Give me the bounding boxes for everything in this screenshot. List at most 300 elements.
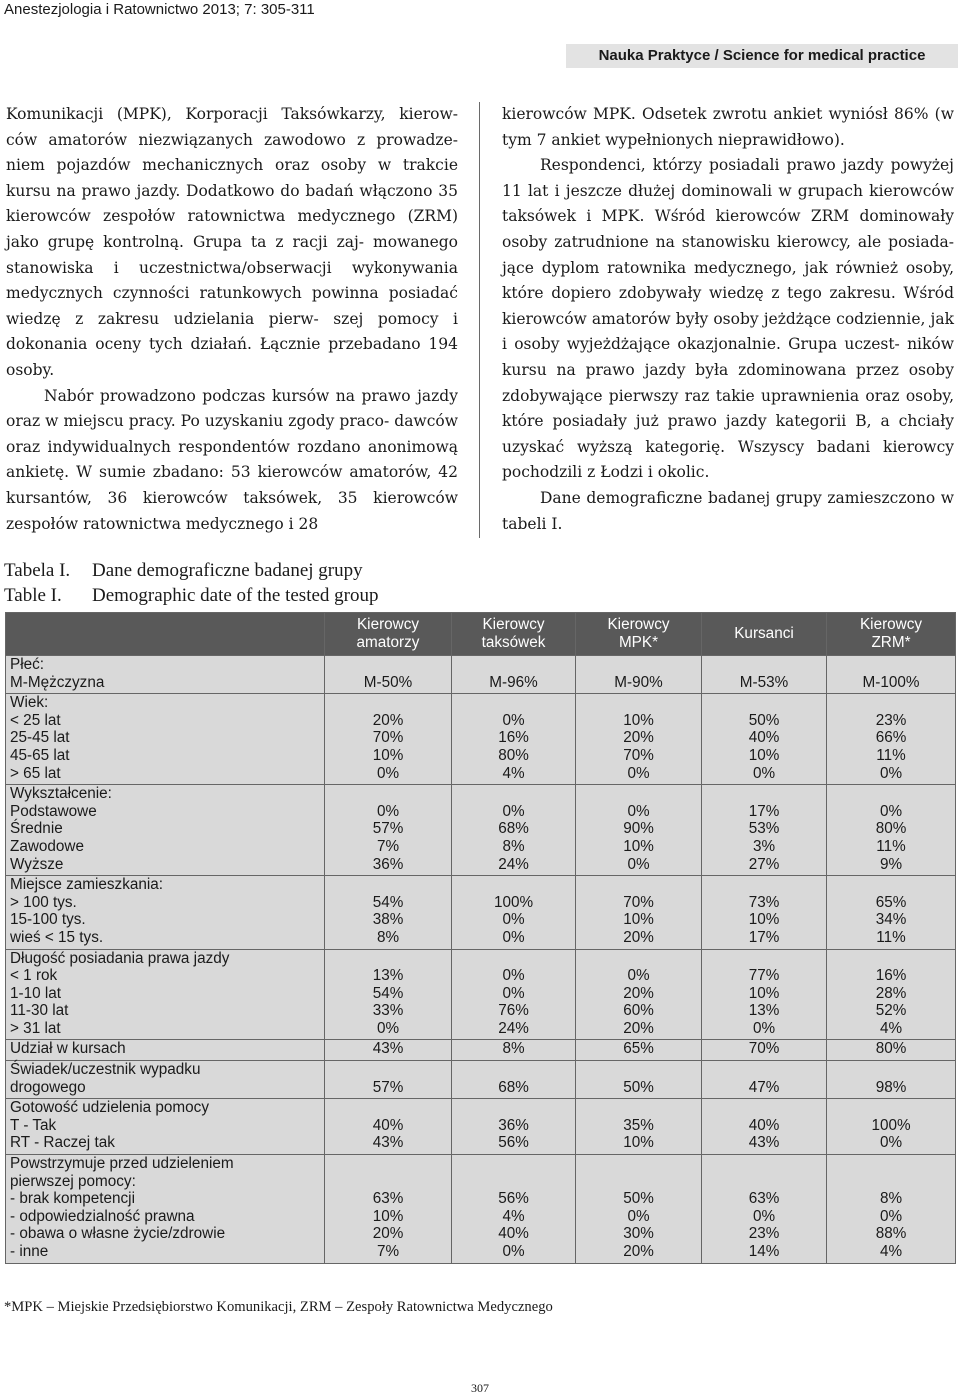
value-line: 63%	[372, 1190, 404, 1208]
text-line: Respondenci, którzy posiadali prawo jazdy powyżej	[540, 156, 954, 175]
value-line: 0%	[627, 802, 650, 820]
value-line: 10%	[623, 911, 654, 929]
value-line: 0%	[502, 911, 525, 929]
value-cell	[702, 1099, 827, 1155]
caption-label-en: Table I.	[4, 585, 62, 606]
value-cell	[827, 1040, 956, 1061]
value-line: 10%	[372, 746, 404, 764]
row-label-line: > 31 lat	[10, 1019, 61, 1037]
value-line: 36%	[498, 1116, 529, 1134]
row-label-line: T - Tak	[10, 1116, 57, 1134]
row-label-cell	[6, 1099, 325, 1155]
value-line: 20%	[623, 1019, 654, 1037]
value-line: 43%	[748, 1134, 780, 1152]
value-line: 0%	[627, 855, 650, 873]
value-line: 54%	[372, 893, 404, 911]
value-line: 24%	[498, 855, 529, 873]
value-line: 10%	[748, 911, 780, 929]
row-label-line: Wyższe	[10, 855, 64, 873]
text-line: jak i osoby wyjeżdżające okazjonalnie. Grupa uczest-	[502, 309, 954, 354]
value-line: 56%	[498, 1134, 529, 1152]
value-line: 17%	[748, 802, 780, 820]
row-label-line: Wykształcenie:	[10, 785, 112, 803]
value-cell	[702, 694, 827, 785]
column-header-line: Kierowcy	[859, 616, 923, 634]
row-label-line: - brak kompetencji	[10, 1190, 135, 1208]
value-line	[325, 1061, 451, 1079]
text-line: B, a chciały uzyskać wyższą kategorię. Wszyscy badani	[502, 412, 954, 456]
value-line: 20%	[623, 729, 654, 747]
text-line: przebadano 194 osoby.	[6, 335, 458, 379]
row-label-cell	[6, 949, 325, 1040]
value-line: 10%	[623, 711, 654, 729]
value-line: 50%	[623, 1190, 654, 1208]
left-paragraph-2	[6, 384, 458, 538]
table-row	[6, 1040, 956, 1061]
value-line: 98%	[875, 1078, 907, 1096]
value-line	[576, 1173, 701, 1191]
value-line	[702, 1061, 826, 1079]
value-line	[325, 876, 451, 894]
value-cell	[325, 876, 452, 949]
value-cell	[452, 1099, 576, 1155]
value-cell	[702, 949, 827, 1040]
table-row	[6, 1099, 956, 1155]
value-line: 13%	[372, 967, 404, 985]
value-line: 8%	[502, 1040, 525, 1058]
value-line: 4%	[879, 1243, 903, 1260]
value-line	[325, 1173, 451, 1191]
value-line	[452, 785, 575, 803]
value-line: 24%	[498, 1019, 529, 1037]
value-line	[576, 694, 701, 712]
journal-header: Anestezjologia i Ratownictwo 2013; 7: 305-311	[4, 1, 315, 18]
row-label-line: < 1 rok	[10, 967, 58, 985]
column-header-line: amatorzy	[356, 634, 420, 651]
value-line: 40%	[498, 1225, 529, 1243]
row-label-line: M-Mężczyzna	[10, 673, 105, 691]
row-label-line: wieś < 15 tys.	[10, 928, 104, 946]
value-line	[452, 656, 575, 674]
row-label-line: - inne	[10, 1243, 49, 1260]
value-cell	[827, 949, 956, 1040]
value-cell	[702, 1040, 827, 1061]
value-line: 47%	[748, 1078, 780, 1096]
value-line: 63%	[748, 1190, 780, 1208]
row-label-line: Powstrzymuje przed udzieleniem	[10, 1155, 234, 1173]
value-line: 38%	[372, 911, 404, 929]
value-line: 50%	[623, 1078, 654, 1096]
value-line: 35%	[623, 1116, 654, 1134]
row-label-line: - odpowiedzialność prawna	[10, 1207, 195, 1225]
column-header-line: Kierowcy	[356, 616, 420, 634]
row-label-line: Długość posiadania prawa jazdy	[10, 949, 230, 967]
text-line: kierowców amatorów były osoby jeżdżące codziennie,	[502, 309, 926, 328]
text-line: kursu na prawo jazdy. Dodatkowo do badań włączono	[6, 181, 433, 200]
text-line: 11 lat i jeszcze dłużej dominowali w grupach kierowców	[502, 181, 954, 200]
value-line: 17%	[748, 928, 780, 946]
value-line: 7%	[376, 1243, 400, 1260]
value-line	[325, 1155, 451, 1173]
value-cell	[452, 1040, 576, 1061]
value-cell	[325, 694, 452, 785]
text-line: osoby zatrudnione na stanowisku kierowcy, ale posiada-	[502, 232, 954, 251]
value-line	[702, 656, 826, 674]
value-cell	[452, 694, 576, 785]
row-label-line: Wiek:	[10, 694, 49, 712]
value-line: 40%	[748, 1116, 780, 1134]
value-line: 23%	[875, 711, 907, 729]
value-line: 33%	[372, 1002, 404, 1020]
value-line: 36%	[372, 855, 404, 873]
value-line: 28%	[875, 984, 907, 1002]
row-label-line: Miejsce zamieszkania:	[10, 876, 164, 894]
row-label-cell	[6, 1040, 325, 1061]
value-line: 70%	[623, 746, 654, 764]
value-line: 20%	[623, 928, 654, 946]
value-line	[702, 950, 826, 968]
row-label-line: 1-10 lat	[10, 984, 62, 1002]
text-line: amatorów, 42 kursantów, 36 kierowców taksówek, 35	[6, 463, 458, 507]
value-line: 0%	[879, 764, 903, 782]
value-line: 30%	[623, 1225, 654, 1243]
text-line: kierowców zespołów ratownictwa medycznego i 28	[6, 488, 458, 533]
value-cell	[325, 785, 452, 876]
value-line	[702, 694, 826, 712]
column-header-line: taksówek	[481, 634, 546, 651]
value-cell	[576, 1061, 702, 1099]
text-line: taksówek i MPK. Wśród kierowców ZRM dominowały	[502, 207, 954, 226]
text-line: powinna posiadać wiedzę z zakresu udzielania pierw-	[6, 284, 458, 328]
value-line: 4%	[502, 1207, 525, 1225]
value-line: 4%	[879, 1019, 903, 1037]
value-line: 57%	[372, 1078, 404, 1096]
value-line	[452, 1173, 575, 1191]
value-line: 60%	[623, 1002, 654, 1020]
value-cell	[576, 656, 702, 694]
value-line: 9%	[879, 855, 903, 873]
value-line: 4%	[502, 764, 525, 782]
value-cell	[452, 1061, 576, 1099]
value-line: 0%	[879, 1207, 903, 1225]
value-line	[702, 1173, 826, 1191]
column-divider	[479, 102, 480, 538]
value-cell	[576, 694, 702, 785]
value-cell	[576, 785, 702, 876]
text-line: mowanego stanowiska i uczestnictwa/obserwacji	[6, 232, 458, 277]
value-line: 20%	[623, 984, 654, 1002]
value-line: 11%	[876, 746, 906, 764]
value-line: 10%	[623, 837, 654, 855]
text-line: (ZRM) jako grupę kontrolną. Grupa ta z racji zaj-	[6, 207, 458, 251]
value-line	[576, 656, 701, 674]
caption-text-pl: Dane demograficzne badanej grupy	[92, 560, 363, 581]
value-line	[576, 1061, 701, 1079]
row-label-cell	[6, 656, 325, 694]
value-line: 54%	[372, 984, 404, 1002]
column-header-line: Kursanci	[734, 625, 794, 643]
left-text-column	[6, 102, 458, 537]
table-row	[6, 876, 956, 949]
value-line: 73%	[748, 893, 780, 911]
value-line	[827, 785, 955, 803]
value-line: M-53%	[739, 673, 789, 691]
value-line	[452, 1061, 575, 1079]
text-line: ców amatorów niezwiązanych zawodowo z prowadze-	[6, 130, 458, 149]
value-line: M-50%	[363, 673, 413, 691]
section-banner: Nauka Praktyce / Science for medical practice	[566, 44, 958, 68]
value-line: 100%	[493, 893, 534, 911]
value-line: 77%	[748, 967, 780, 985]
value-line: 57%	[372, 820, 404, 838]
text-line: szej pomocy i dokonania oceny tych działań. Łącznie	[6, 309, 458, 354]
value-cell	[702, 785, 827, 876]
text-line: dawców oraz indywidualnych respondentów rozdano	[6, 412, 458, 456]
value-line: 11%	[876, 928, 906, 946]
value-line: 23%	[748, 1225, 780, 1243]
value-cell	[702, 1155, 827, 1264]
value-line	[576, 785, 701, 803]
value-line: 40%	[748, 729, 780, 747]
text-line: anonimową ankietę. W sumie zbadano: 53 kierowców	[6, 437, 459, 482]
value-line	[576, 876, 701, 894]
value-line: M-100%	[862, 673, 920, 691]
caption-text-en: Demographic date of the tested group	[92, 585, 379, 606]
value-line: 0%	[376, 1019, 400, 1037]
row-label-line: pierwszej pomocy:	[10, 1172, 136, 1190]
value-line	[702, 1099, 826, 1117]
text-line: jące dyplom ratownika medycznego, jak również osoby,	[502, 258, 954, 277]
value-line: 10%	[623, 1134, 654, 1152]
value-line: 88%	[875, 1225, 907, 1243]
value-cell	[576, 1099, 702, 1155]
value-cell	[325, 1061, 452, 1099]
text-line: (w tym 7 ankiet wypełnionych nieprawidłowo).	[502, 105, 954, 149]
value-line	[452, 1155, 575, 1173]
value-line	[827, 950, 955, 968]
row-label-line: Gotowość udzielenia pomocy	[10, 1099, 209, 1117]
value-line	[827, 1155, 955, 1173]
value-line: 70%	[748, 1040, 780, 1058]
row-label-line: Podstawowe	[10, 802, 97, 820]
value-line: 65%	[875, 893, 907, 911]
value-line	[576, 950, 701, 968]
row-label-line: < 25 lat	[10, 711, 61, 729]
value-line: 53%	[748, 820, 780, 838]
value-line: 0%	[879, 802, 903, 820]
value-line: 10%	[748, 746, 780, 764]
value-line: 40%	[372, 1116, 404, 1134]
value-line: 10%	[372, 1207, 404, 1225]
row-label-line: Świadek/uczestnik wypadku	[10, 1061, 201, 1079]
text-line: niem pojazdów mechanicznych oraz osoby w trakcie	[6, 156, 458, 175]
value-cell	[702, 656, 827, 694]
text-line: Nabór prowadzono podczas kursów na prawo	[44, 386, 411, 405]
row-label-line: RT - Raczej tak	[10, 1134, 115, 1152]
value-line: 0%	[502, 984, 525, 1002]
value-line: 14%	[748, 1243, 780, 1260]
value-cell	[325, 1155, 452, 1264]
value-line: 0%	[879, 1134, 903, 1152]
value-line	[452, 876, 575, 894]
value-line	[325, 785, 451, 803]
table-row	[6, 656, 956, 694]
value-cell	[827, 694, 956, 785]
value-line	[827, 1061, 955, 1079]
value-line: 20%	[623, 1243, 654, 1260]
value-cell	[452, 1155, 576, 1264]
value-cell	[325, 656, 452, 694]
row-label-line: 11-30 lat	[10, 1002, 69, 1020]
row-label-line: Zawodowe	[10, 837, 84, 855]
text-line: 35 kierowców zespołów ratownictwa medycznego	[6, 181, 458, 226]
value-line: 66%	[875, 729, 907, 747]
value-line: 10%	[748, 984, 780, 1002]
value-line: 8%	[376, 928, 400, 946]
table-caption-en	[4, 585, 378, 607]
right-paragraph-2	[502, 153, 954, 486]
value-line: 20%	[372, 711, 404, 729]
text-line: Komunikacji (MPK), Korporacji Taksówkarzy, kierow-	[6, 105, 458, 123]
value-cell	[452, 656, 576, 694]
right-paragraph-1	[502, 102, 954, 153]
value-line: 0%	[752, 764, 776, 782]
value-line: 0%	[376, 802, 400, 820]
text-line: jazdy oraz w miejscu pracy. Po uzyskaniu zgody praco-	[6, 386, 458, 431]
value-cell	[827, 785, 956, 876]
value-line: 3%	[752, 837, 776, 855]
column-header	[827, 613, 956, 656]
text-line: osoby zdobywające pierwszy raz takie uprawnienia	[502, 360, 954, 405]
value-cell	[827, 656, 956, 694]
row-label-cell	[6, 785, 325, 876]
value-line: 0%	[502, 802, 525, 820]
value-line: 11%	[876, 837, 906, 855]
text-line: w tabeli I.	[502, 488, 954, 533]
value-line: 65%	[623, 1040, 654, 1058]
row-label-line: > 65 lat	[10, 764, 61, 782]
value-cell	[325, 949, 452, 1040]
column-header	[702, 613, 827, 656]
value-line	[827, 1099, 955, 1117]
value-line: 43%	[372, 1134, 404, 1152]
value-line	[827, 876, 955, 894]
value-line: 52%	[875, 1002, 907, 1020]
table-footnote: *MPK – Miejskie Przedsiębiorstwo Komunikacji, ZRM – Zespoły Ratownictwa Medycznego	[4, 1299, 553, 1315]
value-line: 27%	[748, 855, 780, 873]
value-line	[325, 1099, 451, 1117]
value-line: 20%	[372, 1225, 404, 1243]
value-line	[702, 785, 826, 803]
row-label-line: - obawa o własne życie/zdrowie	[10, 1225, 226, 1243]
text-line: oraz osoby, które posiadały już prawo jazdy kategorii	[502, 386, 954, 431]
table-row	[6, 694, 956, 785]
value-cell	[576, 876, 702, 949]
value-line: 43%	[372, 1040, 404, 1058]
column-header-line: MPK*	[618, 634, 659, 651]
value-line	[576, 1099, 701, 1117]
row-label-line: drogowego	[10, 1078, 86, 1096]
table-row	[6, 949, 956, 1040]
value-line	[325, 656, 451, 674]
row-label-line: > 100 tys.	[10, 893, 77, 911]
text-line: kierowcy pochodzili z Łodzi i okolic.	[502, 437, 955, 482]
value-line: 8%	[502, 837, 525, 855]
value-line: 16%	[875, 967, 907, 985]
value-line: 100%	[871, 1116, 911, 1134]
value-cell	[452, 876, 576, 949]
row-label-cell	[6, 694, 325, 785]
value-line: M-96%	[489, 673, 538, 691]
value-cell	[702, 876, 827, 949]
column-header-line: ZRM*	[871, 634, 911, 651]
value-cell	[576, 1040, 702, 1061]
text-line: które dopiero zdobywały wiedzę z tego zakresu. Wśród	[502, 284, 954, 303]
value-line: 76%	[498, 1002, 529, 1020]
value-line: 50%	[748, 711, 780, 729]
value-line: M-90%	[614, 673, 663, 691]
row-label-cell	[6, 1155, 325, 1264]
row-label-cell	[6, 1061, 325, 1099]
value-line: 68%	[498, 820, 529, 838]
header-blank-cell	[6, 613, 325, 656]
page-number: 307	[471, 1381, 489, 1395]
value-line: 56%	[498, 1190, 529, 1208]
value-cell	[576, 1155, 702, 1264]
value-cell	[325, 1040, 452, 1061]
text-line: wykonywania medycznych czynności ratunkowych	[6, 258, 458, 303]
column-header	[325, 613, 452, 656]
table-caption-pl	[4, 560, 363, 582]
table-row	[6, 1061, 956, 1099]
value-line: 0%	[502, 928, 525, 946]
value-cell	[576, 949, 702, 1040]
text-line: Dane demograficzne badanej grupy zamieszczono	[540, 488, 936, 507]
row-label-cell	[6, 876, 325, 949]
value-line	[827, 656, 955, 674]
value-line: 70%	[372, 729, 404, 747]
value-cell	[325, 1099, 452, 1155]
value-line: 34%	[875, 911, 907, 929]
value-line: 0%	[627, 1207, 650, 1225]
column-header	[452, 613, 576, 656]
value-line: 0%	[502, 1243, 525, 1260]
value-line	[452, 1099, 575, 1117]
column-header	[576, 613, 702, 656]
value-line: 0%	[752, 1207, 776, 1225]
value-line	[325, 694, 451, 712]
value-line: 80%	[875, 820, 907, 838]
value-line: 0%	[627, 764, 650, 782]
left-paragraph-1	[6, 102, 458, 384]
value-line: 80%	[498, 746, 529, 764]
value-line	[702, 1155, 826, 1173]
value-line: 90%	[623, 820, 654, 838]
value-line: 0%	[502, 967, 525, 985]
column-header-line: Kierowcy	[482, 616, 545, 634]
value-line: 0%	[752, 1019, 776, 1037]
table-row	[6, 1155, 956, 1264]
value-cell	[452, 785, 576, 876]
row-label-line: 25-45 lat	[10, 729, 70, 747]
table-header-row	[6, 613, 956, 656]
row-label-line: Średnie	[10, 820, 63, 838]
value-line	[325, 950, 451, 968]
value-line: 0%	[627, 967, 650, 985]
right-paragraph-3	[502, 486, 954, 537]
caption-label-pl: Tabela I.	[4, 560, 71, 581]
value-cell	[827, 1061, 956, 1099]
